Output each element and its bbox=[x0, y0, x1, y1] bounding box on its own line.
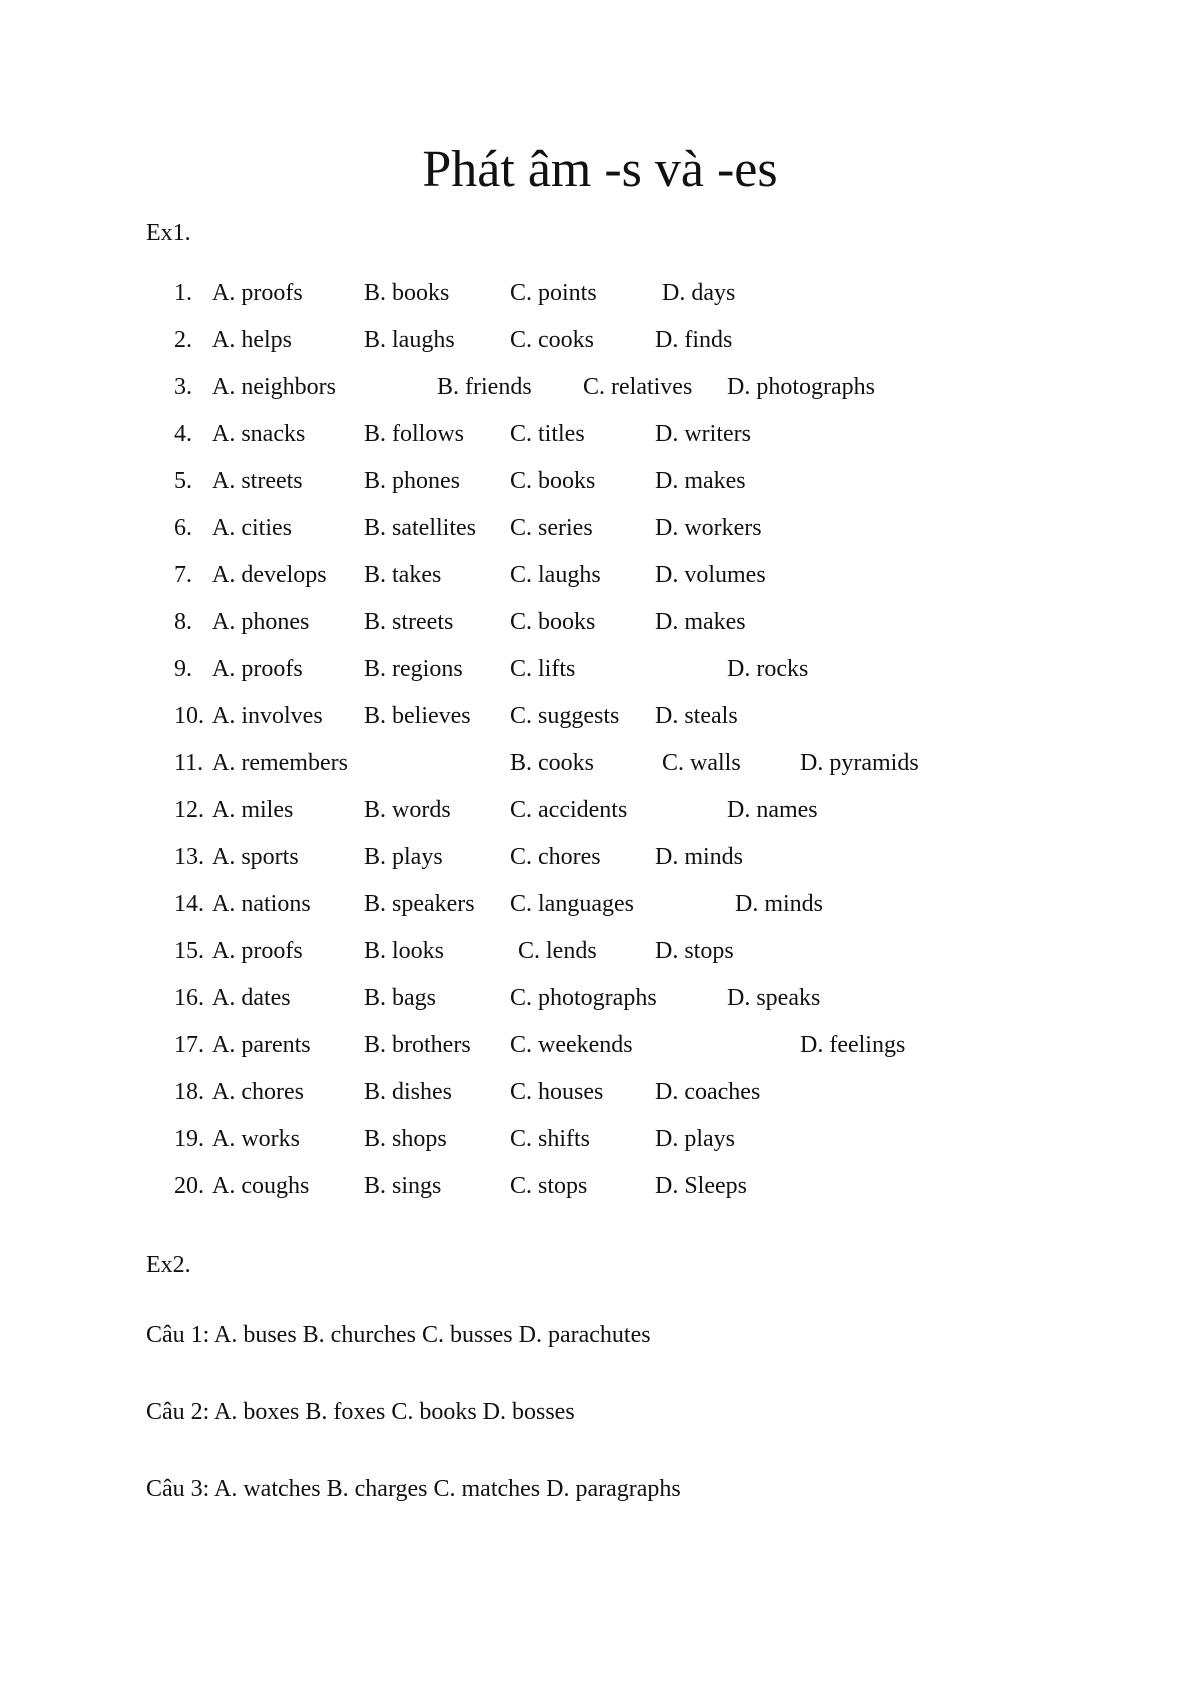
option-c: C. photographs bbox=[510, 985, 657, 1011]
option-b: B. brothers bbox=[364, 1032, 471, 1058]
question-row bbox=[0, 748, 1200, 778]
option-a: A. phones bbox=[212, 609, 310, 635]
option-d: D. names bbox=[727, 797, 818, 823]
question-row bbox=[0, 560, 1200, 590]
option-d: D. photographs bbox=[727, 374, 875, 400]
option-d: D. pyramids bbox=[800, 750, 919, 776]
question-number: 7. bbox=[174, 562, 192, 588]
option-d: D. finds bbox=[655, 327, 733, 353]
exercise-2-item: Câu 2: A. boxes B. foxes C. books D. bosses bbox=[146, 1399, 575, 1425]
question-number: 14. bbox=[174, 891, 204, 917]
option-a: A. helps bbox=[212, 327, 292, 353]
exercise-1-label: Ex1. bbox=[146, 220, 191, 246]
option-d: D. makes bbox=[655, 468, 746, 494]
option-c: C. shifts bbox=[510, 1126, 591, 1152]
option-a: A. miles bbox=[212, 797, 294, 823]
option-d: D. days bbox=[662, 280, 736, 306]
question-number: 5. bbox=[174, 468, 192, 494]
question-number: 13. bbox=[174, 844, 204, 870]
option-c: C. chores bbox=[510, 844, 601, 870]
question-row bbox=[0, 1030, 1200, 1060]
option-d: D. steals bbox=[655, 703, 738, 729]
option-a: A. parents bbox=[212, 1032, 311, 1058]
option-a: A. proofs bbox=[212, 280, 303, 306]
option-d: D. workers bbox=[655, 515, 762, 541]
option-c: C. cooks bbox=[510, 327, 594, 353]
option-a: A. proofs bbox=[212, 938, 303, 964]
question-number: 8. bbox=[174, 609, 192, 635]
option-b: B. shops bbox=[364, 1126, 447, 1152]
question-number: 16. bbox=[174, 985, 204, 1011]
question-row bbox=[0, 889, 1200, 919]
question-row bbox=[0, 795, 1200, 825]
option-b: B. words bbox=[364, 797, 451, 823]
option-a: A. works bbox=[212, 1126, 300, 1152]
option-c: C. titles bbox=[510, 421, 585, 447]
question-number: 2. bbox=[174, 327, 192, 353]
option-c: C. stops bbox=[510, 1173, 588, 1199]
option-a: A. chores bbox=[212, 1079, 304, 1105]
option-d: D. stops bbox=[655, 938, 734, 964]
question-number: 3. bbox=[174, 374, 192, 400]
option-b: B. cooks bbox=[510, 750, 594, 776]
question-row bbox=[0, 1171, 1200, 1201]
question-number: 1. bbox=[174, 280, 192, 306]
option-d: D. volumes bbox=[655, 562, 766, 588]
option-d: D. Sleeps bbox=[655, 1173, 747, 1199]
option-d: D. rocks bbox=[727, 656, 809, 682]
option-d: D. makes bbox=[655, 609, 746, 635]
option-a: A. develops bbox=[212, 562, 327, 588]
exercise-2-item: Câu 1: A. buses B. churches C. busses D. parachutes bbox=[146, 1322, 651, 1348]
option-a: A. nations bbox=[212, 891, 311, 917]
question-number: 17. bbox=[174, 1032, 204, 1058]
question-row bbox=[0, 842, 1200, 872]
option-d: D. minds bbox=[735, 891, 824, 917]
question-number: 6. bbox=[174, 515, 192, 541]
option-a: A. streets bbox=[212, 468, 303, 494]
option-a: A. dates bbox=[212, 985, 291, 1011]
option-b: B. satellites bbox=[364, 515, 476, 541]
option-b: B. speakers bbox=[364, 891, 475, 917]
option-b: B. phones bbox=[364, 468, 460, 494]
option-b: B. looks bbox=[364, 938, 445, 964]
option-c: C. weekends bbox=[510, 1032, 633, 1058]
page-title: Phát âm -s và -es bbox=[422, 141, 778, 198]
question-row bbox=[0, 654, 1200, 684]
option-c: C. walls bbox=[662, 750, 741, 776]
option-c: C. series bbox=[510, 515, 593, 541]
question-number: 9. bbox=[174, 656, 192, 682]
option-d: D. minds bbox=[655, 844, 744, 870]
option-b: B. regions bbox=[364, 656, 463, 682]
question-row bbox=[0, 701, 1200, 731]
question-number: 20. bbox=[174, 1173, 204, 1199]
exercise-2-label: Ex2. bbox=[146, 1252, 191, 1278]
option-d: D. coaches bbox=[655, 1079, 761, 1105]
option-b: B. dishes bbox=[364, 1079, 453, 1105]
question-row bbox=[0, 936, 1200, 966]
question-number: 15. bbox=[174, 938, 204, 964]
option-c: C. points bbox=[510, 280, 597, 306]
question-row bbox=[0, 278, 1200, 308]
exercise-2-item: Câu 3: A. watches B. charges C. matches D. paragraphs bbox=[146, 1476, 681, 1502]
question-row bbox=[0, 1077, 1200, 1107]
option-c: C. books bbox=[510, 609, 596, 635]
question-number: 12. bbox=[174, 797, 204, 823]
option-a: A. proofs bbox=[212, 656, 303, 682]
question-row bbox=[0, 983, 1200, 1013]
option-a: A. involves bbox=[212, 703, 323, 729]
option-b: B. bags bbox=[364, 985, 436, 1011]
option-b: B. follows bbox=[364, 421, 465, 447]
question-row bbox=[0, 607, 1200, 637]
question-row bbox=[0, 372, 1200, 402]
option-b: B. sings bbox=[364, 1173, 442, 1199]
option-d: D. plays bbox=[655, 1126, 735, 1152]
option-d: D. speaks bbox=[727, 985, 821, 1011]
option-d: D. writers bbox=[655, 421, 751, 447]
option-c: C. accidents bbox=[510, 797, 628, 823]
option-a: A. coughs bbox=[212, 1173, 310, 1199]
option-c: C. books bbox=[510, 468, 596, 494]
question-row bbox=[0, 1124, 1200, 1154]
option-a: A. cities bbox=[212, 515, 292, 541]
option-b: B. plays bbox=[364, 844, 443, 870]
question-number: 4. bbox=[174, 421, 192, 447]
question-number: 19. bbox=[174, 1126, 204, 1152]
option-b: B. believes bbox=[364, 703, 471, 729]
option-a: A. sports bbox=[212, 844, 299, 870]
question-row bbox=[0, 419, 1200, 449]
option-c: C. relatives bbox=[583, 374, 693, 400]
question-number: 18. bbox=[174, 1079, 204, 1105]
option-b: B. takes bbox=[364, 562, 442, 588]
option-b: B. friends bbox=[437, 374, 532, 400]
option-a: A. remembers bbox=[212, 750, 348, 776]
question-number: 11. bbox=[174, 750, 204, 776]
option-c: C. laughs bbox=[510, 562, 601, 588]
question-row bbox=[0, 466, 1200, 496]
option-b: B. streets bbox=[364, 609, 454, 635]
question-number: 10. bbox=[174, 703, 204, 729]
option-c: C. lifts bbox=[510, 656, 576, 682]
option-a: A. neighbors bbox=[212, 374, 336, 400]
option-c: C. lends bbox=[518, 938, 597, 964]
question-row bbox=[0, 513, 1200, 543]
question-row bbox=[0, 325, 1200, 355]
option-d: D. feelings bbox=[800, 1032, 906, 1058]
option-c: C. houses bbox=[510, 1079, 604, 1105]
option-b: B. laughs bbox=[364, 327, 455, 353]
option-b: B. books bbox=[364, 280, 450, 306]
option-a: A. snacks bbox=[212, 421, 306, 447]
option-c: C. suggests bbox=[510, 703, 620, 729]
option-c: C. languages bbox=[510, 891, 634, 917]
